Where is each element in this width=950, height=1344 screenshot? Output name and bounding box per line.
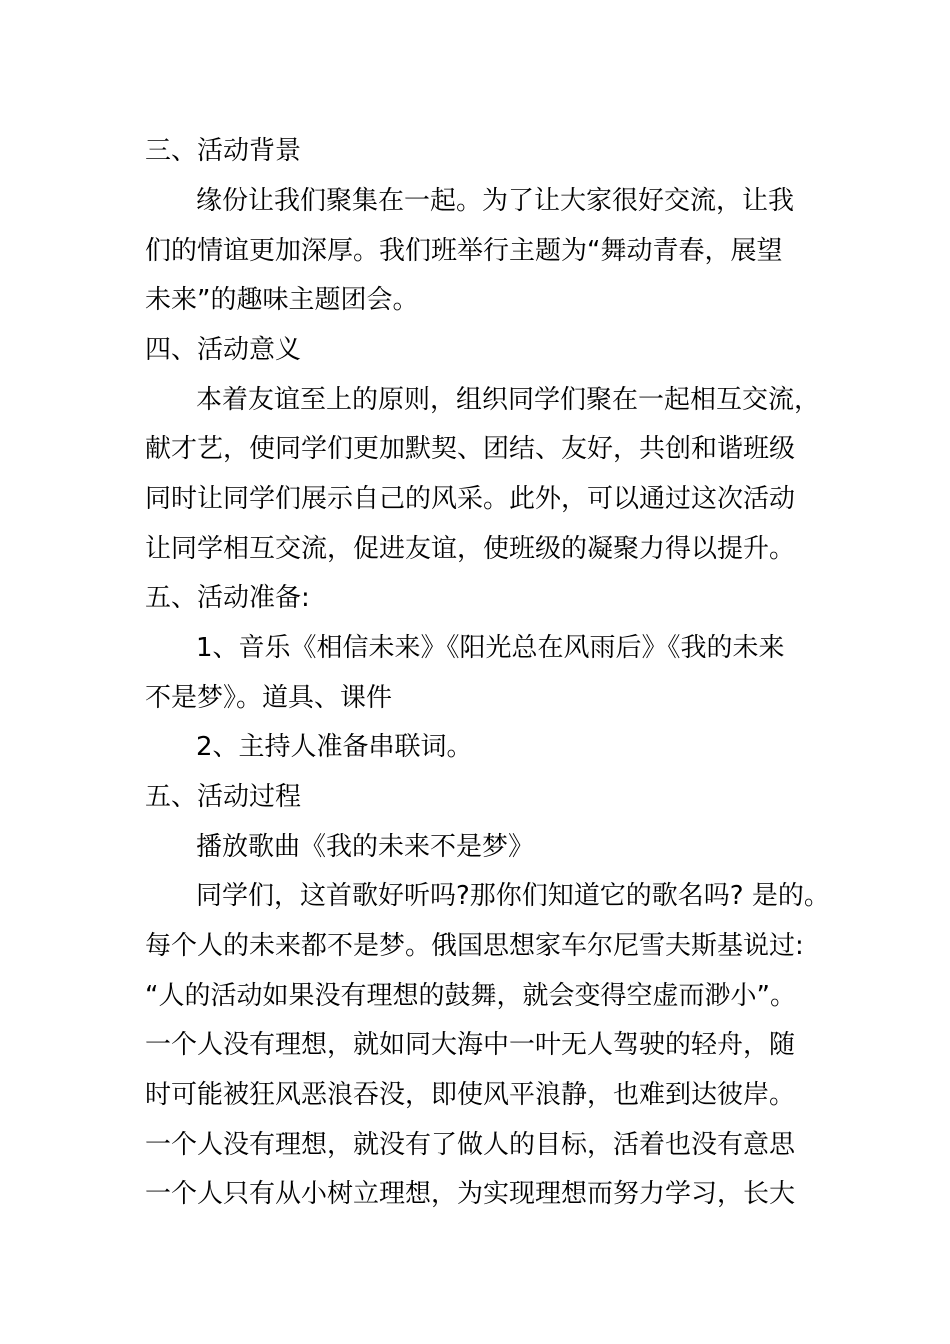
- paragraph-line: 播放歌曲《我的未来不是梦》: [196, 832, 535, 862]
- paragraph-line: “人的活动如果没有理想的鼓舞，就会变得空虚而渺小”。: [145, 981, 796, 1011]
- paragraph-line: 让同学相互交流，促进友谊，使班级的凝聚力得以提升。: [145, 534, 796, 564]
- list-item: 1、音乐《相信未来》《阳光总在风雨后》《我的未来: [196, 633, 785, 663]
- paragraph-line: 未来”的趣味主题团会。: [145, 285, 419, 315]
- list-item: 2、主持人准备串联词。: [196, 732, 473, 762]
- heading-preparation: 五、活动准备:: [145, 583, 310, 613]
- paragraph-line: 每个人的未来都不是梦。俄国思想家车尔尼雪夫斯基说过:: [145, 931, 804, 961]
- paragraph-line: 一个人只有从小树立理想，为实现理想而努力学习，长大: [145, 1179, 796, 1209]
- heading-significance: 四、活动意义: [145, 335, 302, 365]
- paragraph-line: 一个人没有理想，就如同大海中一叶无人驾驶的轻舟，随: [145, 1030, 796, 1060]
- paragraph-line: 不是梦》。道具、课件: [145, 683, 393, 713]
- paragraph-line: 献才艺，使同学们更加默契、团结、友好，共创和谐班级: [145, 434, 796, 464]
- paragraph-line: 缘份让我们聚集在一起。为了让大家很好交流，让我: [196, 186, 795, 216]
- paragraph-line: 同时让同学们展示自己的风采。此外，可以通过这次活动: [145, 484, 796, 514]
- paragraph-line: 时可能被狂风恶浪吞没，即使风平浪静，也难到达彼岸。: [145, 1080, 796, 1110]
- heading-process: 五、活动过程: [145, 782, 302, 812]
- paragraph-line: 本着友谊至上的原则，组织同学们聚在一起相互交流，: [196, 385, 821, 415]
- paragraph-line: 一个人没有理想，就没有了做人的目标，活着也没有意思: [145, 1130, 796, 1160]
- heading-background: 三、活动背景: [145, 136, 302, 166]
- paragraph-line: 同学们，这首歌好听吗?那你们知道它的歌名吗? 是的。: [196, 881, 830, 911]
- paragraph-line: 们的情谊更加深厚。我们班举行主题为“舞动青春，展望: [145, 236, 783, 266]
